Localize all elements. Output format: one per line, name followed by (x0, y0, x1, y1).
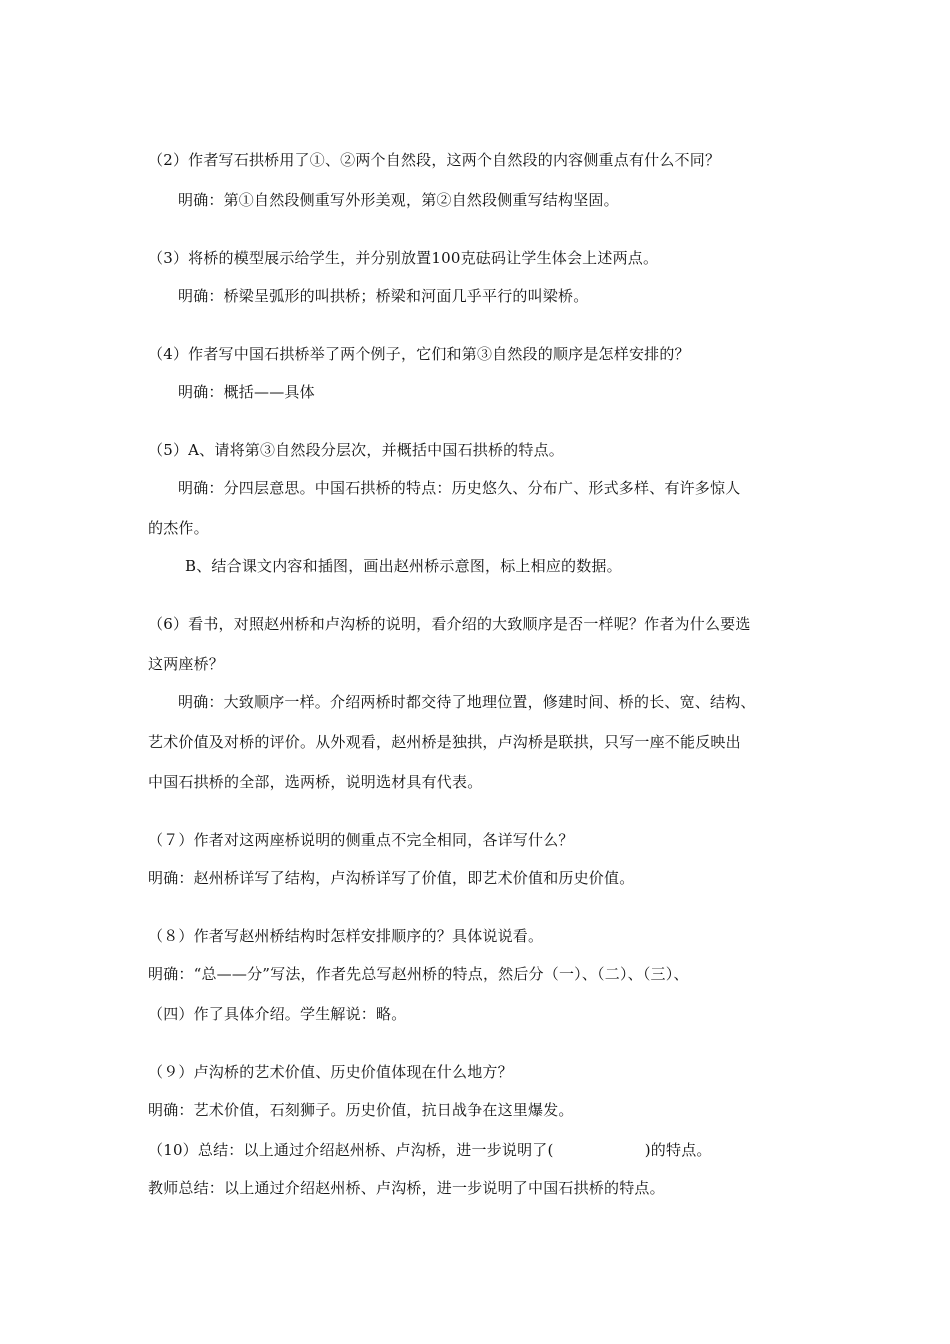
answer-7: 明确：赵州桥详写了结构，卢沟桥详写了价值，即艺术价值和历史价值。 (148, 869, 635, 887)
teacher-summary: 教师总结：以上通过介绍赵州桥、卢沟桥，进一步说明了中国石拱桥的特点。 (148, 1179, 665, 1197)
question-3: （3）将桥的模型展示给学生，并分别放置100克砝码让学生体会上述两点。 (148, 249, 659, 267)
answer-8-line-2: （四）作了具体介绍。学生解说：略。 (148, 1005, 407, 1023)
answer-6-line-2: 艺术价值及对桥的评价。从外观看，赵州桥是独拱，卢沟桥是联拱，只写一座不能反映出 (148, 733, 741, 751)
question-6-line-1: （6）看书，对照赵州桥和卢沟桥的说明，看介绍的大致顺序是否一样呢？作者为什么要选 (148, 615, 751, 633)
answer-6-line-1: 明确：大致顺序一样。介绍两桥时都交待了地理位置，修建时间、桥的长、宽、结构、 (178, 693, 756, 711)
answer-9: 明确：艺术价值，石刻狮子。历史价值，抗日战争在这里爆发。 (148, 1101, 574, 1119)
answer-6-line-3: 中国石拱桥的全部，选两桥，说明选材具有代表。 (148, 773, 483, 791)
answer-5-line-2: 的杰作。 (148, 519, 209, 537)
answer-2: 明确：第①自然段侧重写外形美观，第②自然段侧重写结构坚固。 (178, 191, 619, 209)
answer-3: 明确：桥梁呈弧形的叫拱桥；桥梁和河面几乎平行的叫梁桥。 (178, 287, 589, 305)
answer-5-line-1: 明确：分四层意思。中国石拱桥的特点：历史悠久、分布广、形式多样、有许多惊人 (178, 479, 741, 497)
question-10: （10）总结：以上通过介绍赵州桥、卢沟桥，进一步说明了( )的特点。 (148, 1141, 712, 1159)
question-8: （８）作者写赵州桥结构时怎样安排顺序的？具体说说看。 (148, 927, 544, 945)
question-5a: （5）A、请将第③自然段分层次，并概括中国石拱桥的特点。 (148, 441, 564, 459)
question-7: （７）作者对这两座桥说明的侧重点不完全相同，各详写什么？ (148, 831, 574, 849)
question-6-line-2: 这两座桥？ (148, 655, 225, 673)
question-5b: B、结合课文内容和插图，画出赵州桥示意图，标上相应的数据。 (185, 557, 622, 575)
question-9: （９）卢沟桥的艺术价值、历史价值体现在什么地方？ (148, 1063, 513, 1081)
answer-8-line-1: 明确：“总——分”写法，作者先总写赵州桥的特点，然后分（一）、（二）、（三）、 (148, 965, 689, 983)
answer-4: 明确：概括——具体 (178, 383, 315, 401)
question-4: （4）作者写中国石拱桥举了两个例子，它们和第③自然段的顺序是怎样安排的？ (148, 345, 690, 363)
question-2: （2）作者写石拱桥用了①、②两个自然段，这两个自然段的内容侧重点有什么不同？ (148, 151, 721, 169)
